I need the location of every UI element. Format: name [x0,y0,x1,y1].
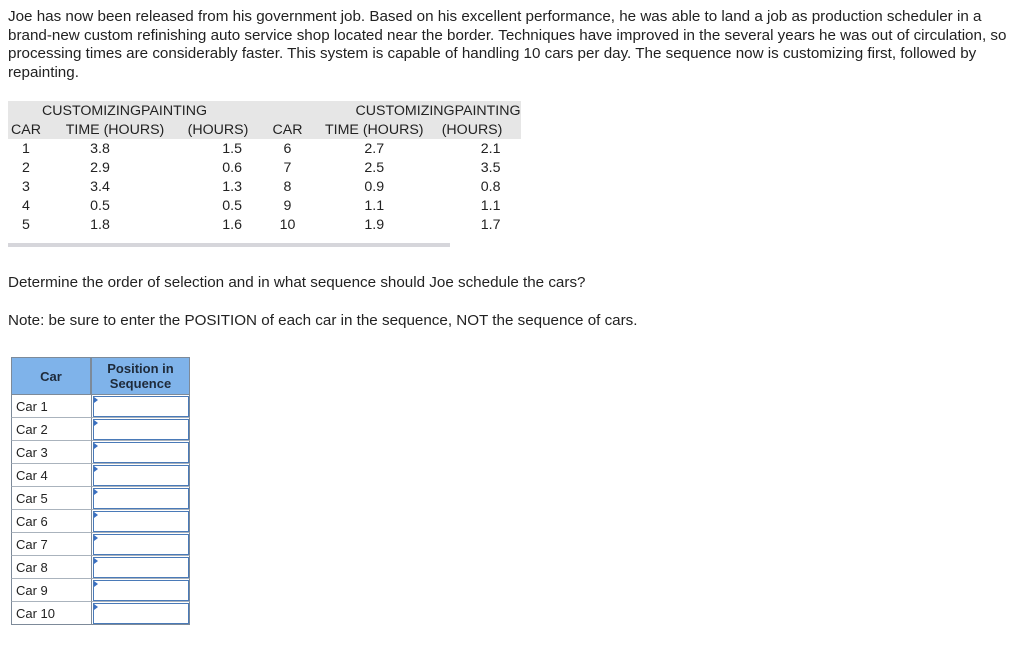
customizing-time: 1.1 [364,197,385,214]
table-row [8,196,521,215]
painting-time: 0.8 [480,178,501,195]
answer-row [11,533,190,556]
problem-intro: Joe has now been released from his government job. Based on his excellent performance, he was able to land a job as production scheduler in a brand-new custom refinishing auto service shop located near the border. Techniques have improved in the several years he was out of circulation, so processing times are considerably faster. This system is capable of handling 10 cars per day. The sequence now is customizing first, followed by repainting. [8,8,1007,81]
customizing-time: 2.9 [90,159,110,176]
header-customizing-time-right: TIME (HOURS) [325,121,424,138]
header-painting-hours-right: (HOURS) [441,121,503,138]
header-painting-hours-left: (HOURS) [187,121,249,138]
car-number: 1 [22,140,30,157]
answer-row [11,602,190,625]
header-group-left: CUSTOMIZINGPAINTING [42,102,207,119]
painting-time: 1.7 [480,216,501,233]
answer-input-cell [91,418,190,441]
position-input-car-7[interactable] [93,534,189,555]
car-number: 9 [283,197,292,214]
car-number: 8 [283,178,292,195]
answer-row [11,556,190,579]
answer-car-label: Car 4 [11,464,91,487]
customizing-time: 3.8 [90,140,110,157]
car-number: 6 [283,140,292,157]
table-row [8,177,521,196]
answer-car-label: Car 1 [11,395,91,418]
table-row [8,139,521,158]
painting-time: 1.6 [222,216,242,233]
input-marker-icon [94,466,98,472]
input-marker-icon [94,558,98,564]
customizing-time: 2.5 [364,159,385,176]
position-input-car-3[interactable] [93,442,189,463]
position-input-car-9[interactable] [93,580,189,601]
painting-time: 1.1 [480,197,501,214]
customizing-time: 1.9 [364,216,385,233]
painting-time: 3.5 [480,159,501,176]
car-number: 7 [283,159,292,176]
answer-car-label: Car 5 [11,487,91,510]
answer-car-label: Car 8 [11,556,91,579]
input-marker-icon [94,604,98,610]
customizing-time: 0.5 [90,197,110,214]
answer-input-cell [91,510,190,533]
position-input-car-5[interactable] [93,488,189,509]
input-marker-icon [94,581,98,587]
answer-car-label: Car 6 [11,510,91,533]
answer-row [11,579,190,602]
input-marker-icon [94,535,98,541]
header-car-left: CAR [11,121,41,138]
answer-input-cell [91,395,190,418]
answer-car-label: Car 10 [11,602,91,625]
answer-car-label: Car 3 [11,441,91,464]
answer-input-cell [91,441,190,464]
painting-time: 1.3 [222,178,242,195]
customizing-time: 1.8 [90,216,110,233]
answer-input-cell [91,556,190,579]
header-customizing-time-left: TIME (HOURS) [65,121,165,138]
answer-row [11,395,190,418]
car-number: 3 [22,178,30,195]
customizing-time: 2.7 [364,140,385,157]
car-number: 4 [22,197,30,214]
answer-input-cell [91,602,190,625]
answer-header-position: Position in Sequence [91,357,190,395]
painting-time: 2.1 [480,140,501,157]
header-row-bottom [8,120,521,139]
divider-bar [8,243,450,247]
car-number: 5 [22,216,30,233]
answer-input-cell [91,533,190,556]
car-number: 2 [22,159,30,176]
answer-row [11,487,190,510]
position-input-car-1[interactable] [93,396,189,417]
position-input-car-2[interactable] [93,419,189,440]
answer-table [11,357,190,625]
answer-input-cell [91,487,190,510]
customizing-time: 3.4 [90,178,110,195]
position-input-car-8[interactable] [93,557,189,578]
position-input-car-4[interactable] [93,465,189,486]
answer-row [11,418,190,441]
answer-input-cell [91,579,190,602]
painting-time: 0.5 [222,197,242,214]
input-marker-icon [94,443,98,449]
answer-row [11,510,190,533]
table-row [8,215,521,234]
answer-car-label: Car 9 [11,579,91,602]
note-text: Note: be sure to enter the POSITION of each car in the sequence, NOT the sequence of cars. [8,312,638,329]
answer-car-label: Car 7 [11,533,91,556]
answer-row [11,464,190,487]
header-row-top [8,101,521,120]
input-marker-icon [94,489,98,495]
painting-time: 0.6 [222,159,242,176]
car-number: 10 [279,216,296,233]
position-input-car-10[interactable] [93,603,189,624]
answer-row [11,441,190,464]
answer-header-car: Car [11,357,91,395]
customizing-time: 0.9 [364,178,385,195]
position-input-car-6[interactable] [93,511,189,532]
answer-car-label: Car 2 [11,418,91,441]
input-marker-icon [94,512,98,518]
answer-header-row [11,357,190,395]
question-text: Determine the order of selection and in what sequence should Joe schedule the cars? [8,274,586,291]
input-marker-icon [94,420,98,426]
answer-input-cell [91,464,190,487]
table-row [8,158,521,177]
header-car-right: CAR [272,121,303,138]
painting-time: 1.5 [222,140,242,157]
header-group-right: CUSTOMIZINGPAINTING [355,102,521,119]
processing-times-table [8,101,521,234]
input-marker-icon [94,397,98,403]
